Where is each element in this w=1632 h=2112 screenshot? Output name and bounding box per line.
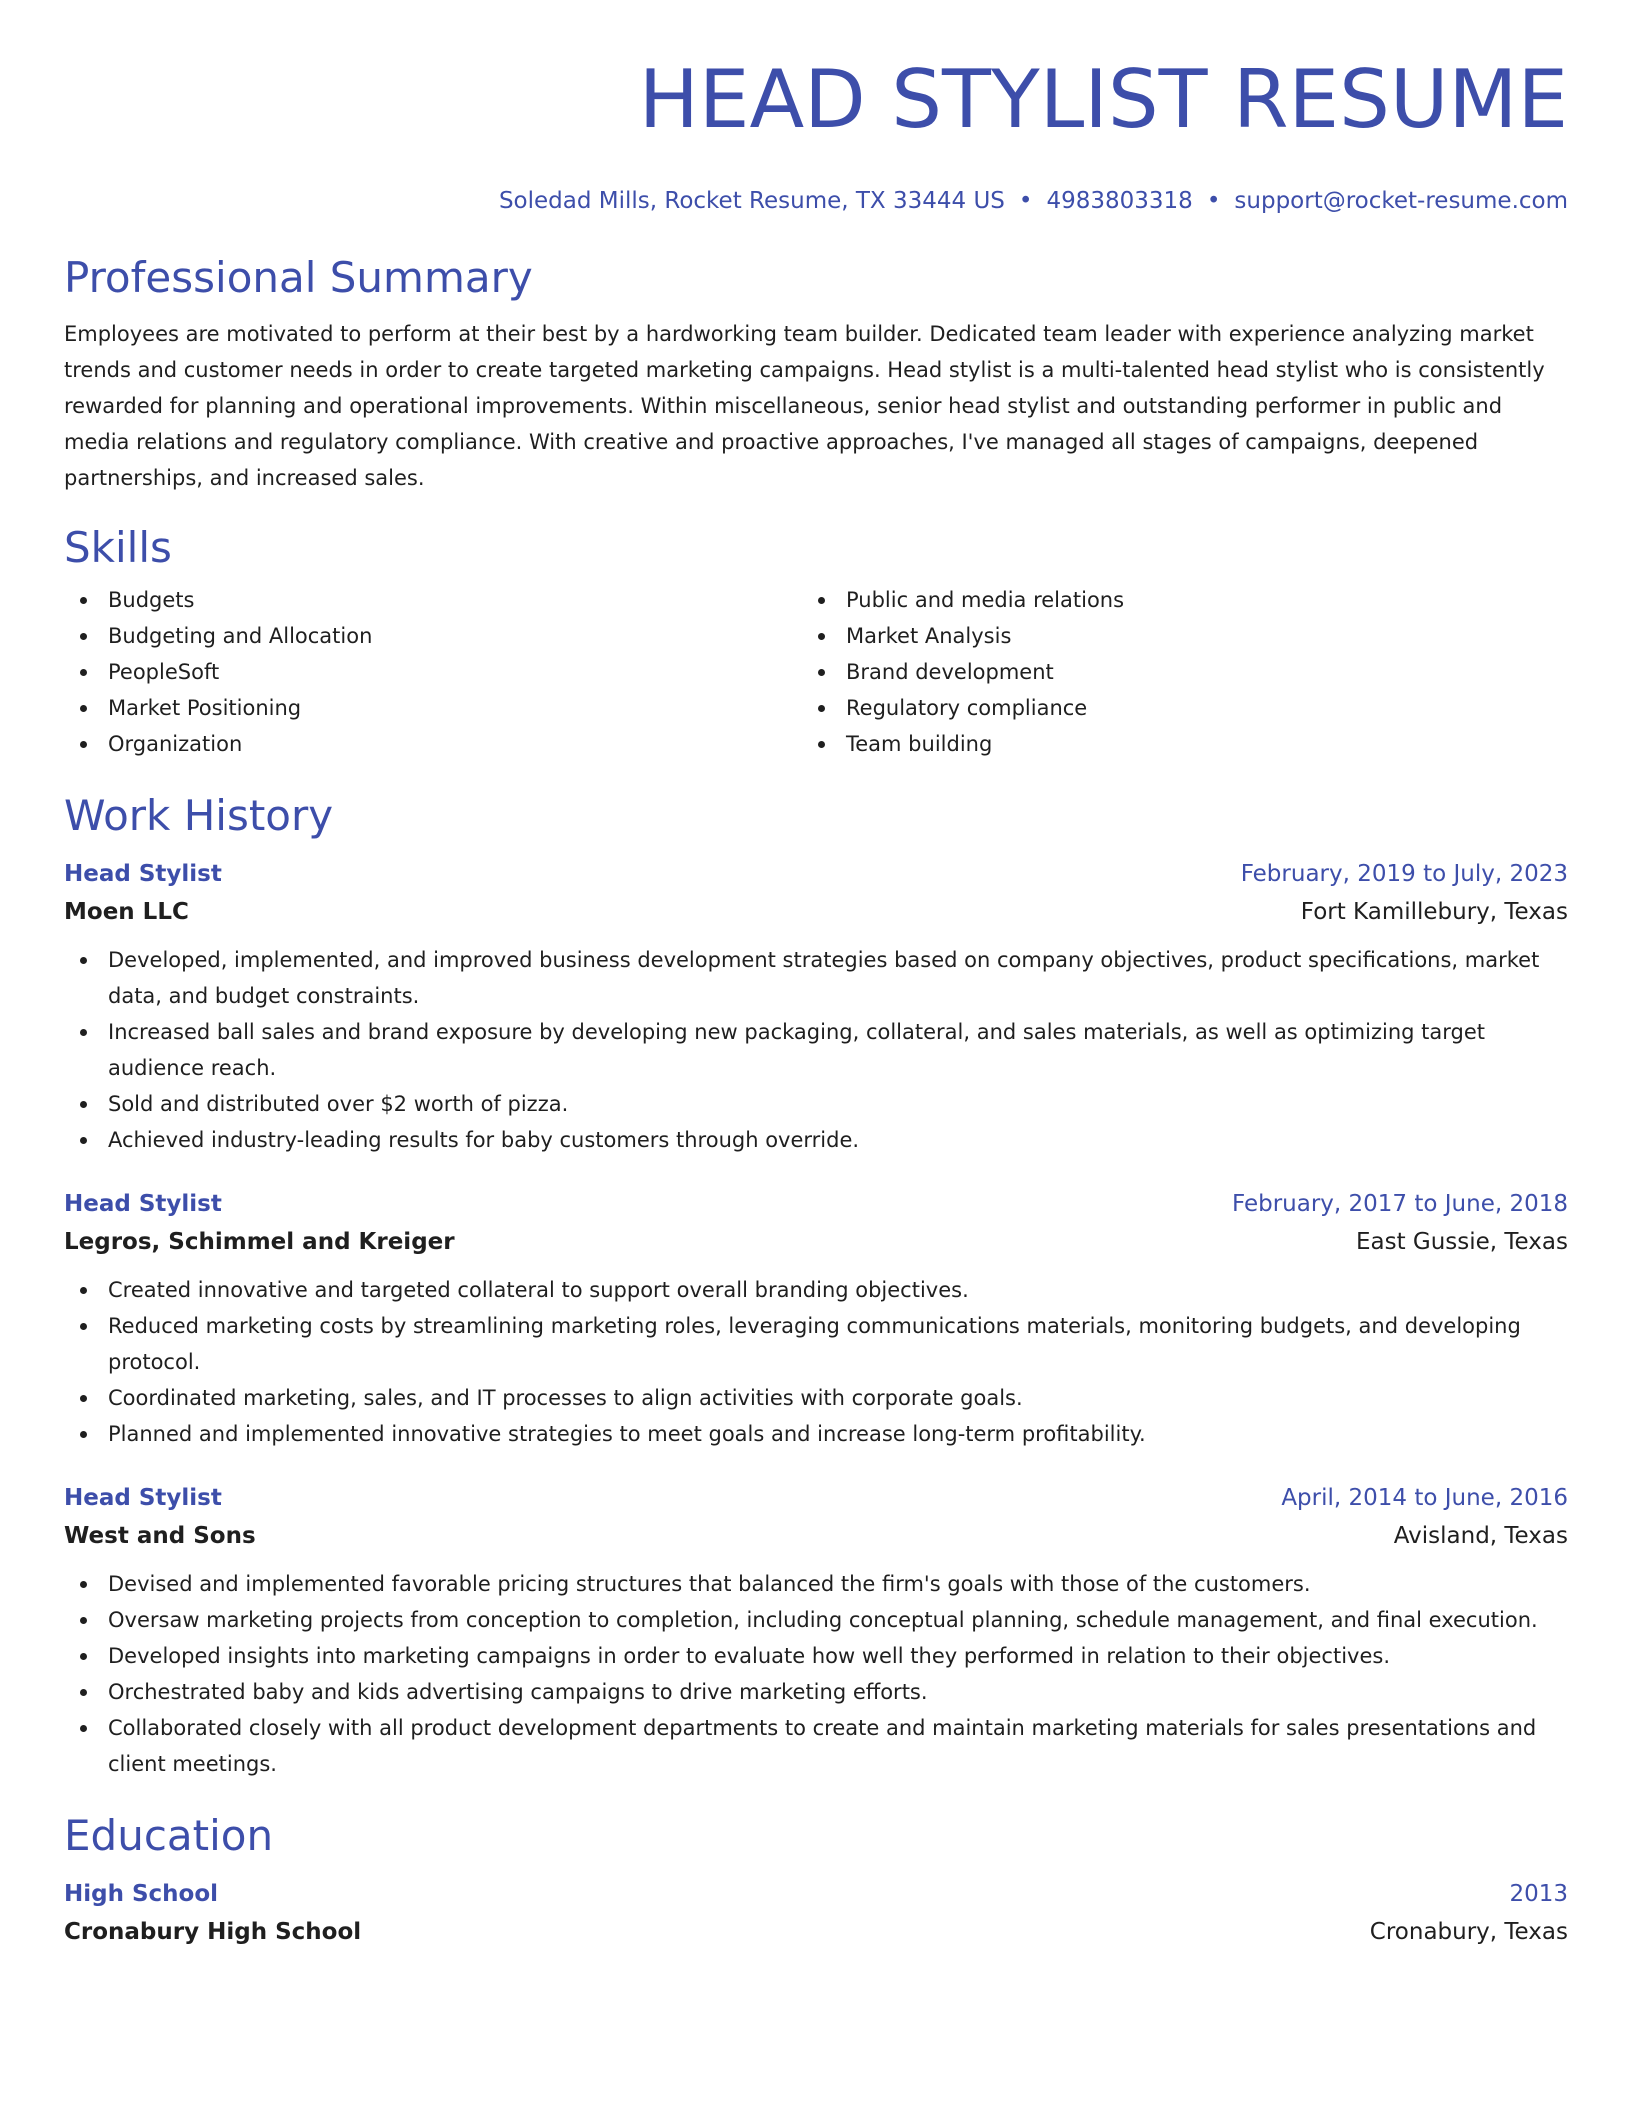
job-bullet: Planned and implemented innovative strategies to meet goals and increase long-term profitability. (64, 1416, 1568, 1452)
work-history-heading: Work History (64, 791, 334, 840)
job-entry (64, 1186, 1568, 1452)
skill-item: Public and media relations (802, 582, 1540, 618)
job-company-row (64, 892, 1568, 932)
education-degree-row (64, 1876, 1568, 1912)
job-bullet: Devised and implemented favorable pricing structures that balanced the firm's goals with those of the customers. (64, 1566, 1568, 1602)
job-dates: February, 2019 to July, 2023 (1240, 861, 1568, 887)
skills-column-right (802, 582, 1540, 762)
job-bullet: Developed insights into marketing campaigns in order to evaluate how well they performed in relation to their objectives. (64, 1638, 1568, 1674)
job-location: East Gussie, Texas (1355, 1229, 1568, 1255)
job-location: Avisland, Texas (1393, 1523, 1568, 1549)
skills-list (64, 582, 1568, 762)
resume-header (64, 52, 1568, 216)
education-location: Cronabury, Texas (1369, 1919, 1568, 1945)
skill-item: Market Analysis (802, 618, 1540, 654)
contact-phone: 4983803318 (1046, 188, 1193, 214)
job-bullet: Developed, implemented, and improved business development strategies based on company objectives, product specifications, market data, and budget constraints. (64, 942, 1568, 1014)
job-bullet: Coordinated marketing, sales, and IT processes to align activities with corporate goals. (64, 1380, 1568, 1416)
job-title-row (64, 856, 1568, 892)
job-bullet: Reduced marketing costs by streamlining marketing roles, leveraging communications materials, monitoring budgets, and developing protocol. (64, 1308, 1568, 1380)
job-company-row (64, 1222, 1568, 1262)
skill-item: Team building (802, 726, 1540, 762)
job-bullets (64, 1566, 1568, 1782)
job-bullet: Collaborated closely with all product development departments to create and maintain marketing materials for sales presentations and client meetings. (64, 1710, 1568, 1782)
skill-item: Market Positioning (64, 690, 802, 726)
job-location: Fort Kamillebury, Texas (1300, 899, 1568, 925)
job-bullet: Created innovative and targeted collateral to support overall branding objectives. (64, 1272, 1568, 1308)
skill-item: Budgeting and Allocation (64, 618, 802, 654)
job-bullets (64, 1272, 1568, 1452)
summary-heading: Professional Summary (64, 253, 533, 302)
education-entry (64, 1876, 1568, 1952)
job-bullet: Sold and distributed over $2 worth of pizza. (64, 1086, 1568, 1122)
resume-title: HEAD STYLIST RESUME (638, 53, 1568, 146)
contact-email: support@rocket-resume.com (1234, 188, 1568, 214)
education-year: 2013 (1509, 1881, 1568, 1907)
job-title-row (64, 1186, 1568, 1222)
job-entry (64, 856, 1568, 1158)
skill-item: Organization (64, 726, 802, 762)
job-company: West and Sons (64, 1523, 256, 1549)
skill-item: Regulatory compliance (802, 690, 1540, 726)
job-bullet: Achieved industry-leading results for baby customers through override. (64, 1122, 1568, 1158)
education-heading: Education (64, 1811, 274, 1860)
contact-separator: • (1206, 188, 1221, 214)
education-degree: High School (64, 1881, 219, 1907)
education-school: Cronabury High School (64, 1919, 362, 1945)
job-company-row (64, 1516, 1568, 1556)
job-title: Head Stylist (64, 1191, 222, 1217)
job-dates: April, 2014 to June, 2016 (1281, 1485, 1568, 1511)
job-dates: February, 2017 to June, 2018 (1231, 1191, 1568, 1217)
job-title: Head Stylist (64, 1485, 222, 1511)
job-entry (64, 1480, 1568, 1782)
contact-line (64, 186, 1568, 216)
job-company: Moen LLC (64, 899, 189, 925)
skill-item: PeopleSoft (64, 654, 802, 690)
contact-separator: • (1018, 188, 1033, 214)
job-company: Legros, Schimmel and Kreiger (64, 1229, 455, 1255)
job-title-row (64, 1480, 1568, 1516)
skill-item: Brand development (802, 654, 1540, 690)
job-title: Head Stylist (64, 861, 222, 887)
skill-item: Budgets (64, 582, 802, 618)
job-bullets (64, 942, 1568, 1158)
job-bullet: Oversaw marketing projects from conception to completion, including conceptual planning, schedule management, and final execution. (64, 1602, 1568, 1638)
summary-text: Employees are motivated to perform at their best by a hardworking team builder. Dedicated team leader with experience analyzing market trends and customer needs in order to create targeted marketing campaigns. Head stylist is a multi-talented head stylist who is consistently rewarded for planning and operational improvements. Within miscellaneous, senior head stylist and outstanding performer in public and media relations and regulatory compliance. With creative and proactive approaches, I've managed all stages of campaigns, deepened partnerships, and increased sales. (64, 322, 1545, 490)
job-bullet: Orchestrated baby and kids advertising campaigns to drive marketing efforts. (64, 1674, 1568, 1710)
skills-column-left (64, 582, 802, 762)
education-school-row (64, 1912, 1568, 1952)
skills-heading: Skills (64, 523, 172, 572)
contact-address: Soledad Mills, Rocket Resume, TX 33444 US (498, 188, 1005, 214)
job-bullet: Increased ball sales and brand exposure by developing new packaging, collateral, and sales materials, as well as optimizing target audience reach. (64, 1014, 1568, 1086)
